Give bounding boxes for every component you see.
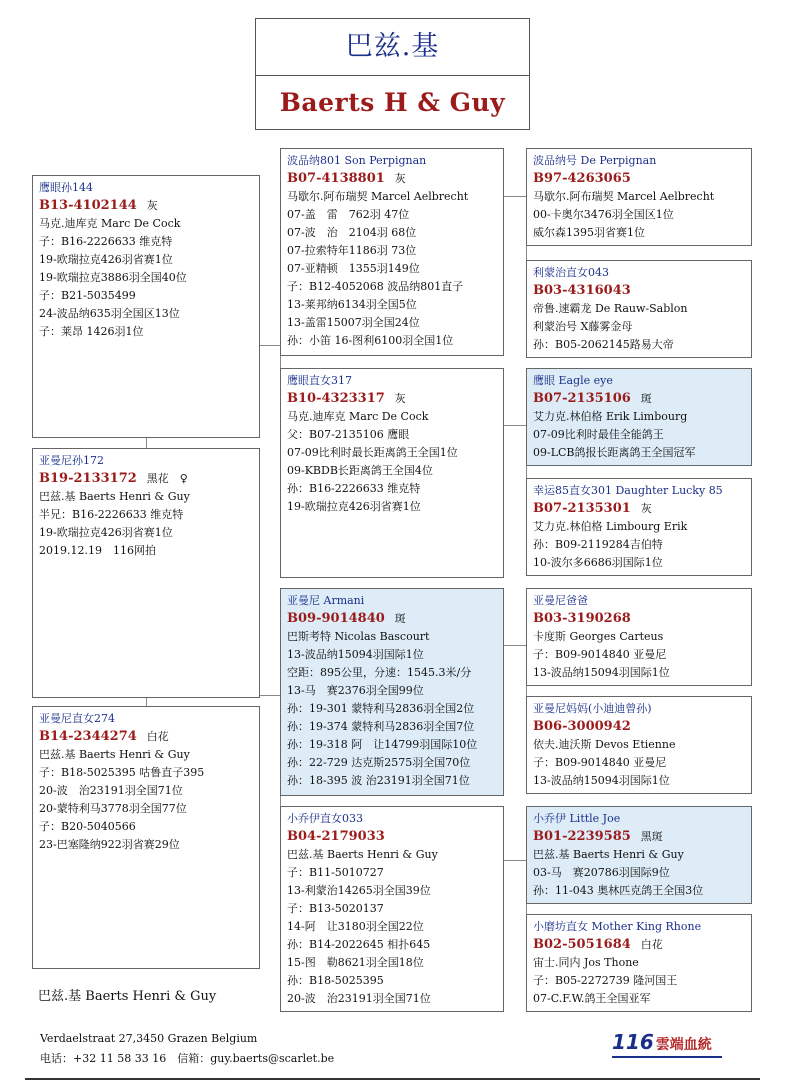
pedigree-detail-line: 子：B13-5020137: [287, 902, 384, 915]
pedigree-detail-line: 13-莱邦纳6134羽全国5位: [287, 298, 417, 311]
connector: [504, 196, 526, 197]
logo-underline: [612, 1056, 722, 1058]
logo-number: 116: [612, 1030, 654, 1054]
pedigree-detail-line: 依夫.迪沃斯 Devos Etienne: [533, 738, 676, 751]
ring-number: B10-4323317: [287, 391, 385, 406]
pedigree-detail-line: 子：B18-5025395 咕鲁直子395: [39, 766, 205, 779]
pedigree-detail-line: 03-马 赛20786羽国际9位: [533, 866, 670, 879]
ring-number: B03-3190268: [533, 611, 631, 626]
pedigree-detail-line: 13-盖雷15007羽全国24位: [287, 316, 420, 329]
pedigree-detail-line: 巴斯考特 Nicolas Bascourt: [287, 630, 430, 643]
ring-number: B09-9014840: [287, 611, 385, 626]
loft-title-cn: 巴兹.基: [256, 19, 529, 76]
pedigree-detail-line: 马歇尔.阿布瑞契 Marcel Aelbrecht: [287, 190, 469, 203]
loft-title-en: Baerts H & Guy: [279, 88, 506, 117]
bird-name: 波品纳801 Son Perpignan: [287, 154, 427, 167]
pedigree-detail-line: 13-波品纳15094羽国际1位: [287, 648, 424, 661]
pedigree-detail-line: 威尔森1395羽省赛1位: [533, 226, 645, 239]
ring-number-row: [287, 390, 497, 408]
pedigree-detail-line: 马歇尔.阿布瑞契 Marcel Aelbrecht: [533, 190, 715, 203]
pedigree-box-gen3-0: [526, 148, 752, 246]
pedigree-detail-line: 00-卡奥尔3476羽全国区1位: [533, 208, 674, 221]
ring-number: B13-4102144: [39, 198, 137, 213]
footer-loft: 巴兹.基 Baerts Henri & Guy: [38, 989, 217, 1004]
ring-number-row: [533, 170, 745, 188]
connector: [504, 645, 526, 646]
pedigree-detail-line: 子：B09-9014840 亚曼尼: [533, 648, 667, 661]
ring-number-row: [533, 718, 745, 736]
ring-number: B03-4316043: [533, 283, 631, 298]
pedigree-detail-line: 13-马 赛2376羽全国99位: [287, 684, 424, 697]
pedigree-detail-line: 子：B21-5035499: [39, 289, 136, 302]
pedigree-detail-line: 07-09比利时最长距离鸽王全国1位: [287, 446, 458, 459]
ring-number: B02-5051684: [533, 937, 631, 952]
pedigree-detail-line: 艾力克.林伯格 Erik Limbourg: [533, 410, 688, 423]
pedigree-box-gen3-7: [526, 914, 752, 1012]
bird-name: 利蒙治直女043: [533, 266, 609, 279]
pedigree-detail-line: 孙：B09-2119284吉伯特: [533, 538, 663, 551]
pedigree-box-gen1-1: [32, 448, 260, 698]
ring-number-row: [287, 828, 497, 846]
pedigree-detail-line: 孙：18-395 波 治23191羽全国71位: [287, 774, 470, 787]
pedigree-box-gen3-2: [526, 368, 752, 466]
ring-number: B97-4263065: [533, 171, 631, 186]
pedigree-detail-line: 孙：小笛 16-图利6100羽全国1位: [287, 334, 454, 347]
pedigree-box-gen1-2: [32, 706, 260, 969]
pedigree-detail-line: 马克.迪库克 Marc De Cock: [287, 410, 429, 423]
bird-name: 亚曼尼 Armani: [287, 594, 365, 607]
footer-divider: [25, 1078, 760, 1080]
pedigree-detail-line: 艾力克.林伯格 Limbourg Erik: [533, 520, 688, 533]
connector: [146, 438, 147, 448]
pedigree-detail-line: 23-巴塞隆纳922羽省赛29位: [39, 838, 180, 851]
pedigree-detail-line: 巴兹.基 Baerts Henri & Guy: [39, 490, 190, 503]
pedigree-detail-line: 19-欧瑞拉克426羽省赛1位: [287, 500, 421, 513]
pedigree-box-gen3-3: [526, 478, 752, 576]
ring-number-row: [39, 197, 253, 215]
pedigree-detail-line: 孙：19-374 蒙特利马2836羽全国7位: [287, 720, 475, 733]
connector: [260, 345, 280, 346]
pedigree-detail-line: 13-波品纳15094羽国际1位: [533, 774, 670, 787]
ring-number-row: [533, 610, 745, 628]
bird-name: 幸运85直女301 Daughter Lucky 85: [533, 484, 723, 497]
bird-name: 小乔伊直女033: [287, 812, 363, 825]
pedigree-detail-line: 空距：895公里，分速：1545.3米/分: [287, 666, 472, 679]
feather-color: 灰: [394, 172, 406, 185]
bird-name: 亚曼尼直女274: [39, 712, 115, 725]
connector: [260, 695, 280, 696]
pedigree-detail-line: 卡度斯 Georges Carteus: [533, 630, 664, 643]
footer-contact: 电话：+32 11 58 33 16 信箱：guy.baerts@scarlet.be: [40, 1052, 335, 1065]
pedigree-box-gen3-6: [526, 806, 752, 904]
ring-number-row: [533, 390, 745, 408]
pedigree-box-gen1-0: [32, 175, 260, 438]
pedigree-detail-line: 14-阿 让3180羽全国22位: [287, 920, 424, 933]
pedigree-detail-line: 利蒙治号 X藤雾金母: [533, 320, 633, 333]
feather-color: 斑: [640, 392, 652, 405]
pedigree-detail-line: 07-盖 雷 762羽 47位: [287, 208, 410, 221]
connector: [504, 860, 526, 861]
pedigree-detail-line: 孙：11-043 奥林匹克鸽王全国3位: [533, 884, 704, 897]
feather-color: 灰: [146, 199, 158, 212]
ring-number: B14-2344274: [39, 729, 137, 744]
feather-color: 斑: [394, 612, 406, 625]
title-box: [255, 18, 530, 130]
pedigree-detail-line: 19-欧瑞拉克426羽省赛1位: [39, 253, 173, 266]
pedigree-detail-line: 子：B16-2226633 维克特: [39, 235, 173, 248]
bird-name: 鹰眼直女317: [287, 374, 352, 387]
pedigree-detail-line: 孙：B05-2062145路易大帝: [533, 338, 674, 351]
bird-name: 小磨坊直女 Mother King Rhone: [533, 920, 702, 933]
ring-number: B19-2133172: [39, 471, 137, 486]
ring-number-row: [533, 828, 745, 846]
feather-color: 白花: [640, 938, 663, 951]
pedigree-detail-line: 巴兹.基 Baerts Henri & Guy: [39, 748, 190, 761]
pedigree-detail-line: 19-欧瑞拉克3886羽全国40位: [39, 271, 187, 284]
pedigree-detail-line: 帝鲁.速霸龙 De Rauw-Sablon: [533, 302, 688, 315]
pedigree-detail-line: 孙：22-729 达克斯2575羽全国70位: [287, 756, 471, 769]
pedigree-detail-line: 子：莱昂 1426羽1位: [39, 325, 144, 338]
pedigree-detail-line: 20-波 治23191羽全国71位: [287, 992, 431, 1005]
feather-color: 黑花 ♀: [146, 472, 188, 485]
feather-color: 灰: [640, 502, 652, 515]
ring-number-row: [39, 470, 253, 488]
pedigree-detail-line: 13-利蒙治14265羽全国39位: [287, 884, 431, 897]
pedigree-detail-line: 09-LCB鸽报长距离鸽王全国冠军: [533, 446, 696, 459]
pedigree-detail-line: 巴兹.基 Baerts Henri & Guy: [287, 848, 438, 861]
feather-color: 灰: [394, 392, 406, 405]
pedigree-detail-line: 孙：B16-2226633 维克特: [287, 482, 421, 495]
pedigree-detail-line: 孙：B18-5025395: [287, 974, 384, 987]
pedigree-detail-line: 马克.迪库克 Marc De Cock: [39, 217, 181, 230]
pedigree-detail-line: 半兄：B16-2226633 维克特: [39, 508, 184, 521]
pedigree-detail-line: 07-亚精顿 1355羽149位: [287, 262, 420, 275]
ring-number-row: [287, 170, 497, 188]
ring-number-row: [39, 728, 253, 746]
pedigree-detail-line: 子：B09-9014840 亚曼尼: [533, 756, 667, 769]
pedigree-detail-line: 父：B07-2135106 鹰眼: [287, 428, 410, 441]
ring-number: B07-4138801: [287, 171, 385, 186]
pedigree-box-gen2-1: [280, 368, 504, 578]
ring-number: B07-2135301: [533, 501, 631, 516]
pedigree-detail-line: 19-欧瑞拉克426羽省赛1位: [39, 526, 173, 539]
pedigree-detail-line: 孙：19-301 蒙特利马2836羽全国2位: [287, 702, 475, 715]
pedigree-box-gen2-0: [280, 148, 504, 356]
pedigree-detail-line: 子：B20-5040566: [39, 820, 136, 833]
bird-name: 亚曼尼爸爸: [533, 594, 588, 607]
pedigree-detail-line: 子：B11-5010727: [287, 866, 384, 879]
bird-name: 鹰眼 Eagle eye: [533, 374, 613, 387]
pedigree-detail-line: 07-C.F.W.鸽王全国亚军: [533, 992, 651, 1005]
pedigree-detail-line: 子：B05-2272739 隆河国王: [533, 974, 678, 987]
bird-name: 波品纳号 De Perpignan: [533, 154, 657, 167]
pedigree-box-gen2-2: [280, 588, 504, 796]
pedigree-box-gen2-3: [280, 806, 504, 1012]
pedigree-box-gen3-1: [526, 260, 752, 358]
pedigree-detail-line: 09-KBDB长距离鸽王全国4位: [287, 464, 433, 477]
connector: [504, 425, 526, 426]
ring-number: B07-2135106: [533, 391, 631, 406]
pedigree-detail-line: 24-波品纳635羽全国区13位: [39, 307, 180, 320]
pedigree-detail-line: 20-波 治23191羽全国71位: [39, 784, 183, 797]
pedigree-detail-line: 宙士.同内 Jos Thone: [533, 956, 639, 969]
pedigree-detail-line: 13-波品纳15094羽国际1位: [533, 666, 670, 679]
ring-number: B04-2179033: [287, 829, 385, 844]
bird-name: 亚曼尼妈妈(小迪迪曾孙): [533, 702, 652, 715]
pedigree-box-gen3-5: [526, 696, 752, 794]
bird-name: 亚曼尼孙172: [39, 454, 104, 467]
logo-text: 雲端血統: [655, 1037, 712, 1053]
pedigree-detail-line: 2019.12.19 116网拍: [39, 544, 156, 557]
pedigree-detail-line: 孙：19-318 阿 让14799羽国际10位: [287, 738, 478, 751]
pedigree-detail-line: 孙：B14-2022645 相扑645: [287, 938, 431, 951]
pedigree-detail-line: 巴兹.基 Baerts Henri & Guy: [533, 848, 684, 861]
pedigree-detail-line: 07-09比利时最佳全能鸽王: [533, 428, 664, 441]
bird-name: 小乔伊 Little Joe: [533, 812, 621, 825]
ring-number-row: [533, 500, 745, 518]
ring-number-row: [287, 610, 497, 628]
pedigree-detail-line: 20-蒙特利马3778羽全国77位: [39, 802, 187, 815]
pedigree-detail-line: 07-拉索特年1186羽 73位: [287, 244, 417, 257]
bird-name: 鹰眼孙144: [39, 181, 93, 194]
ring-number-row: [533, 282, 745, 300]
ring-number: B01-2239585: [533, 829, 631, 844]
pedigree-detail-line: 10-波尔多6686羽国际1位: [533, 556, 663, 569]
feather-color: 白花: [146, 730, 169, 743]
pedigree-detail-line: 子：B12-4052068 波品纳801直子: [287, 280, 464, 293]
logo: [612, 1030, 712, 1054]
pedigree-detail-line: 15-图 勒8621羽全国18位: [287, 956, 424, 969]
pedigree-box-gen3-4: [526, 588, 752, 686]
footer-address: Verdaelstraat 27,3450 Grazen Belgium: [40, 1032, 258, 1045]
ring-number-row: [533, 936, 745, 954]
feather-color: 黑斑: [640, 830, 663, 843]
pedigree-detail-line: 07-波 治 2104羽 68位: [287, 226, 417, 239]
ring-number: B06-3000942: [533, 719, 631, 734]
